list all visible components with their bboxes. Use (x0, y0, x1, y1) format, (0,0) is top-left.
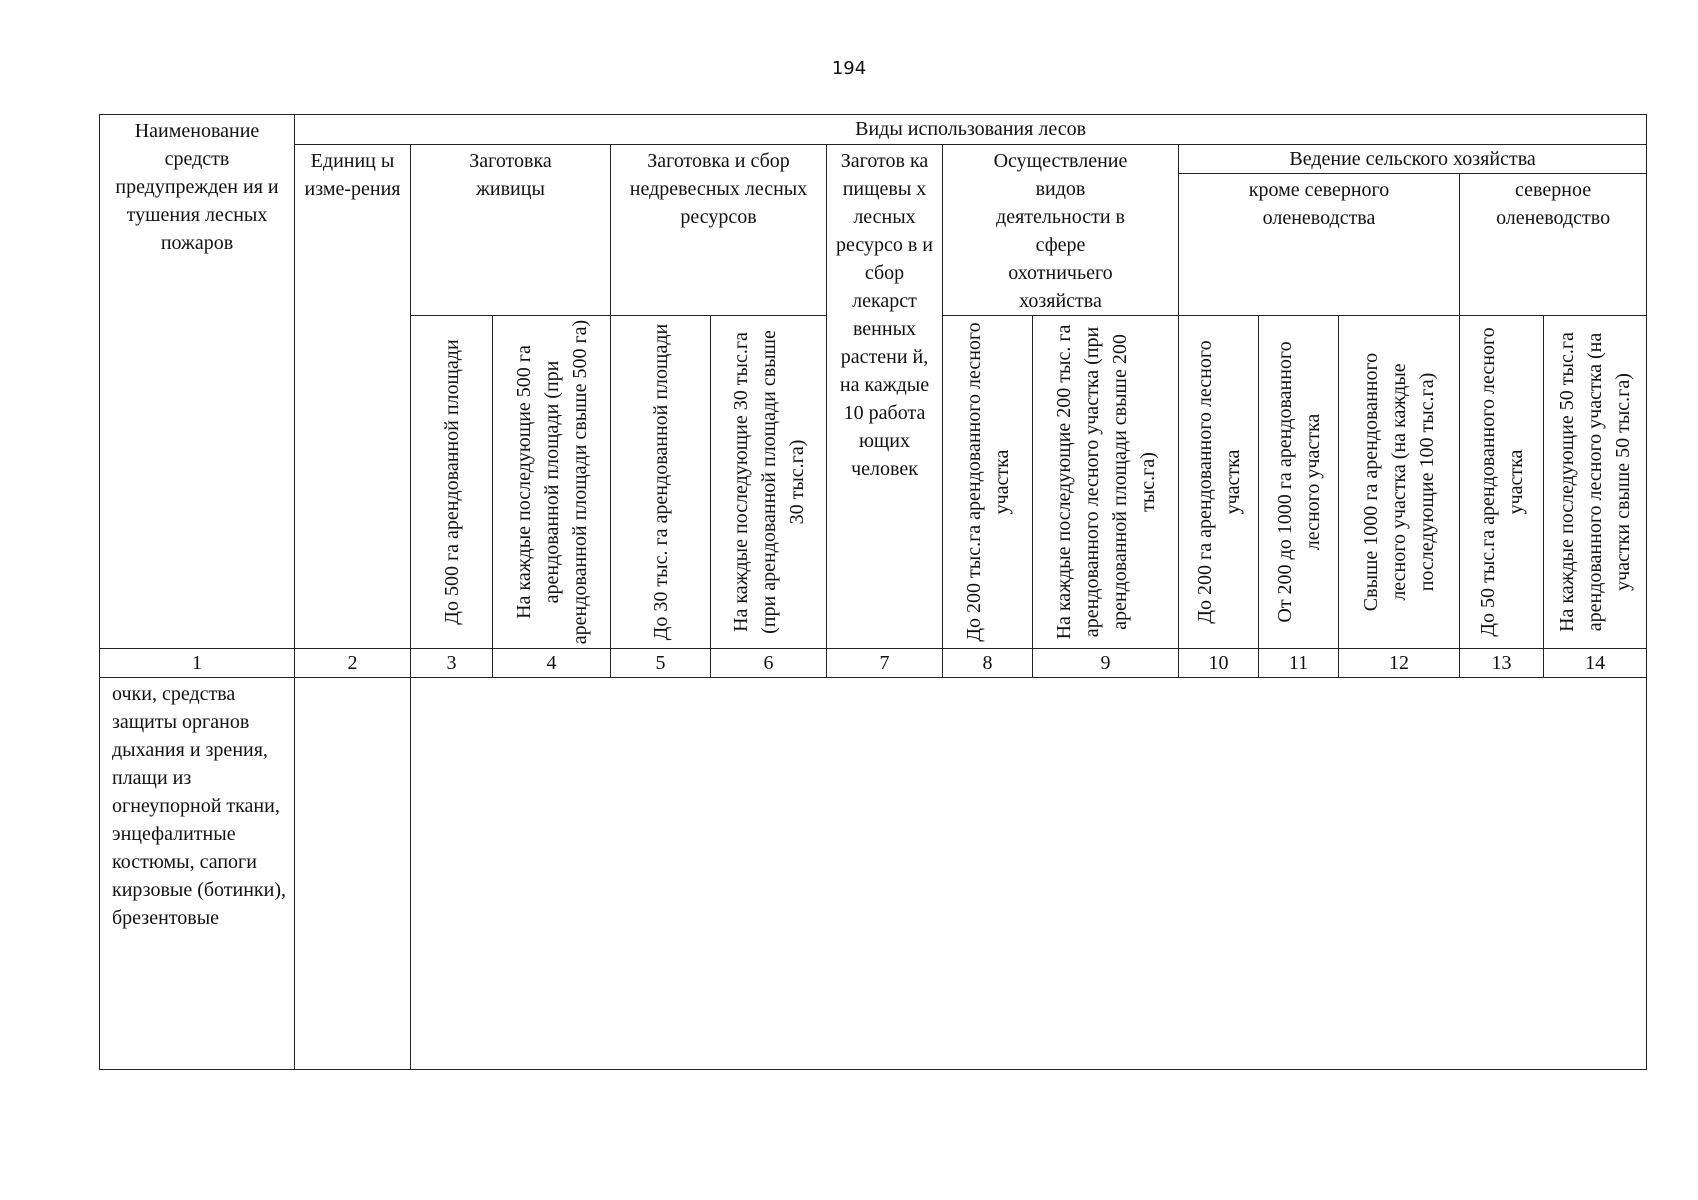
subheader-4 (493, 316, 611, 649)
body-row-unit (295, 678, 411, 1070)
subheader-5 (611, 316, 711, 649)
column-number: 12 (1339, 649, 1460, 678)
header-group-selhoz: Ведение сельского хозяйства (1179, 145, 1647, 174)
column-number: 8 (943, 649, 1033, 678)
column-number: 11 (1259, 649, 1339, 678)
subheader-11-text: От 200 до 1000 га арендованного лесного участка (1273, 341, 1324, 623)
header-group-ohota-text: Осуществление видов деятельности в сфере охотничьего хозяйства (993, 150, 1128, 312)
column-number: 1 (100, 649, 295, 678)
header-subgroup-krome-olen-text: кроме северного оленеводства (1248, 179, 1390, 229)
header-unit-text: Единиц ы изме-рения (304, 150, 401, 200)
subheader-12 (1339, 316, 1460, 649)
subheader-6-text: На каждые последующие 30 тыс.га (при арендованной площади свыше 30 тыс.га) (729, 330, 808, 634)
header-group-pishch (827, 145, 943, 649)
subheader-11 (1259, 316, 1339, 649)
column-number: 2 (295, 649, 411, 678)
subheader-14 (1544, 316, 1647, 649)
column-number: 9 (1033, 649, 1179, 678)
subheader-6 (711, 316, 827, 649)
table-row (100, 678, 1647, 1070)
subheader-5-text: До 30 тыс. га арендованной площади (649, 323, 672, 641)
subheader-13-text: До 50 тыс.га арендованного лесного участка (1476, 327, 1527, 637)
header-group-pishch-text: Заготов ка пищевы х лесных ресурсо в и сбор лекарст венных растени й, на каждые 10 работа ющих человек (835, 150, 933, 480)
body-row-name: очки, средства защиты органов дыхания и зрения, плащи из огнеупорной ткани, энцефалитные костюмы, сапоги кирзовые (ботинки), брезентовые (100, 678, 295, 1070)
subheader-4-text: На каждые последующие 500 га арендованной площади (при арендованной площади свыше 500 га) (512, 319, 591, 645)
column-number: 10 (1179, 649, 1259, 678)
subheader-3-text: До 500 га арендованной площади (440, 339, 463, 625)
subheader-10 (1179, 316, 1259, 649)
subheader-13 (1460, 316, 1544, 649)
header-group-ohota (943, 145, 1179, 316)
header-unit-cell (295, 145, 411, 649)
header-subgroup-krome-olen (1179, 174, 1460, 316)
header-group-zhivica-text: Заготовка живицы (469, 150, 552, 200)
subheader-8-text: До 200 тыс.га арендованного лесного участка (962, 322, 1013, 642)
subheader-8 (943, 316, 1033, 649)
column-number: 5 (611, 649, 711, 678)
header-group-nedrev-text: Заготовка и сбор недревесных лесных ресурсов (629, 150, 808, 228)
subheader-9-text: На каждые последующие 200 тыс. га арендованного лесного участка (при арендованной площади свыше 200 тыс.га) (1052, 324, 1159, 640)
column-number: 4 (493, 649, 611, 678)
header-name-text: Наименование средств предупрежден ия и тушения лесных пожаров (115, 120, 279, 254)
subheader-9 (1033, 316, 1179, 649)
column-number: 13 (1460, 649, 1544, 678)
column-number: 3 (411, 649, 493, 678)
subheader-10-text: До 200 га арендованного лесного участка (1193, 340, 1244, 624)
column-number: 14 (1544, 649, 1647, 678)
header-forest-use-types: Виды использования лесов (295, 115, 1647, 145)
header-name-cell (100, 115, 295, 649)
column-number: 7 (827, 649, 943, 678)
header-group-zhivica (411, 145, 611, 316)
page-number: 194 (831, 58, 867, 79)
subheader-14-text: На каждые последующие 50 тыс.га арендованного лесного участка (на участки свыше 50 тыс.га) (1556, 332, 1635, 632)
body-row-values (411, 678, 1647, 1070)
header-subgroup-olen-text: северное оленеводство (1496, 179, 1611, 229)
header-group-nedrev (611, 145, 827, 316)
subheader-3 (411, 316, 493, 649)
header-subgroup-olen (1460, 174, 1647, 316)
forest-fire-equipment-table (99, 114, 1647, 1070)
subheader-12-text: Свыше 1000 га арендованного лесного участка (на каждые последующие 100 тыс.га) (1360, 352, 1438, 612)
column-number: 6 (711, 649, 827, 678)
